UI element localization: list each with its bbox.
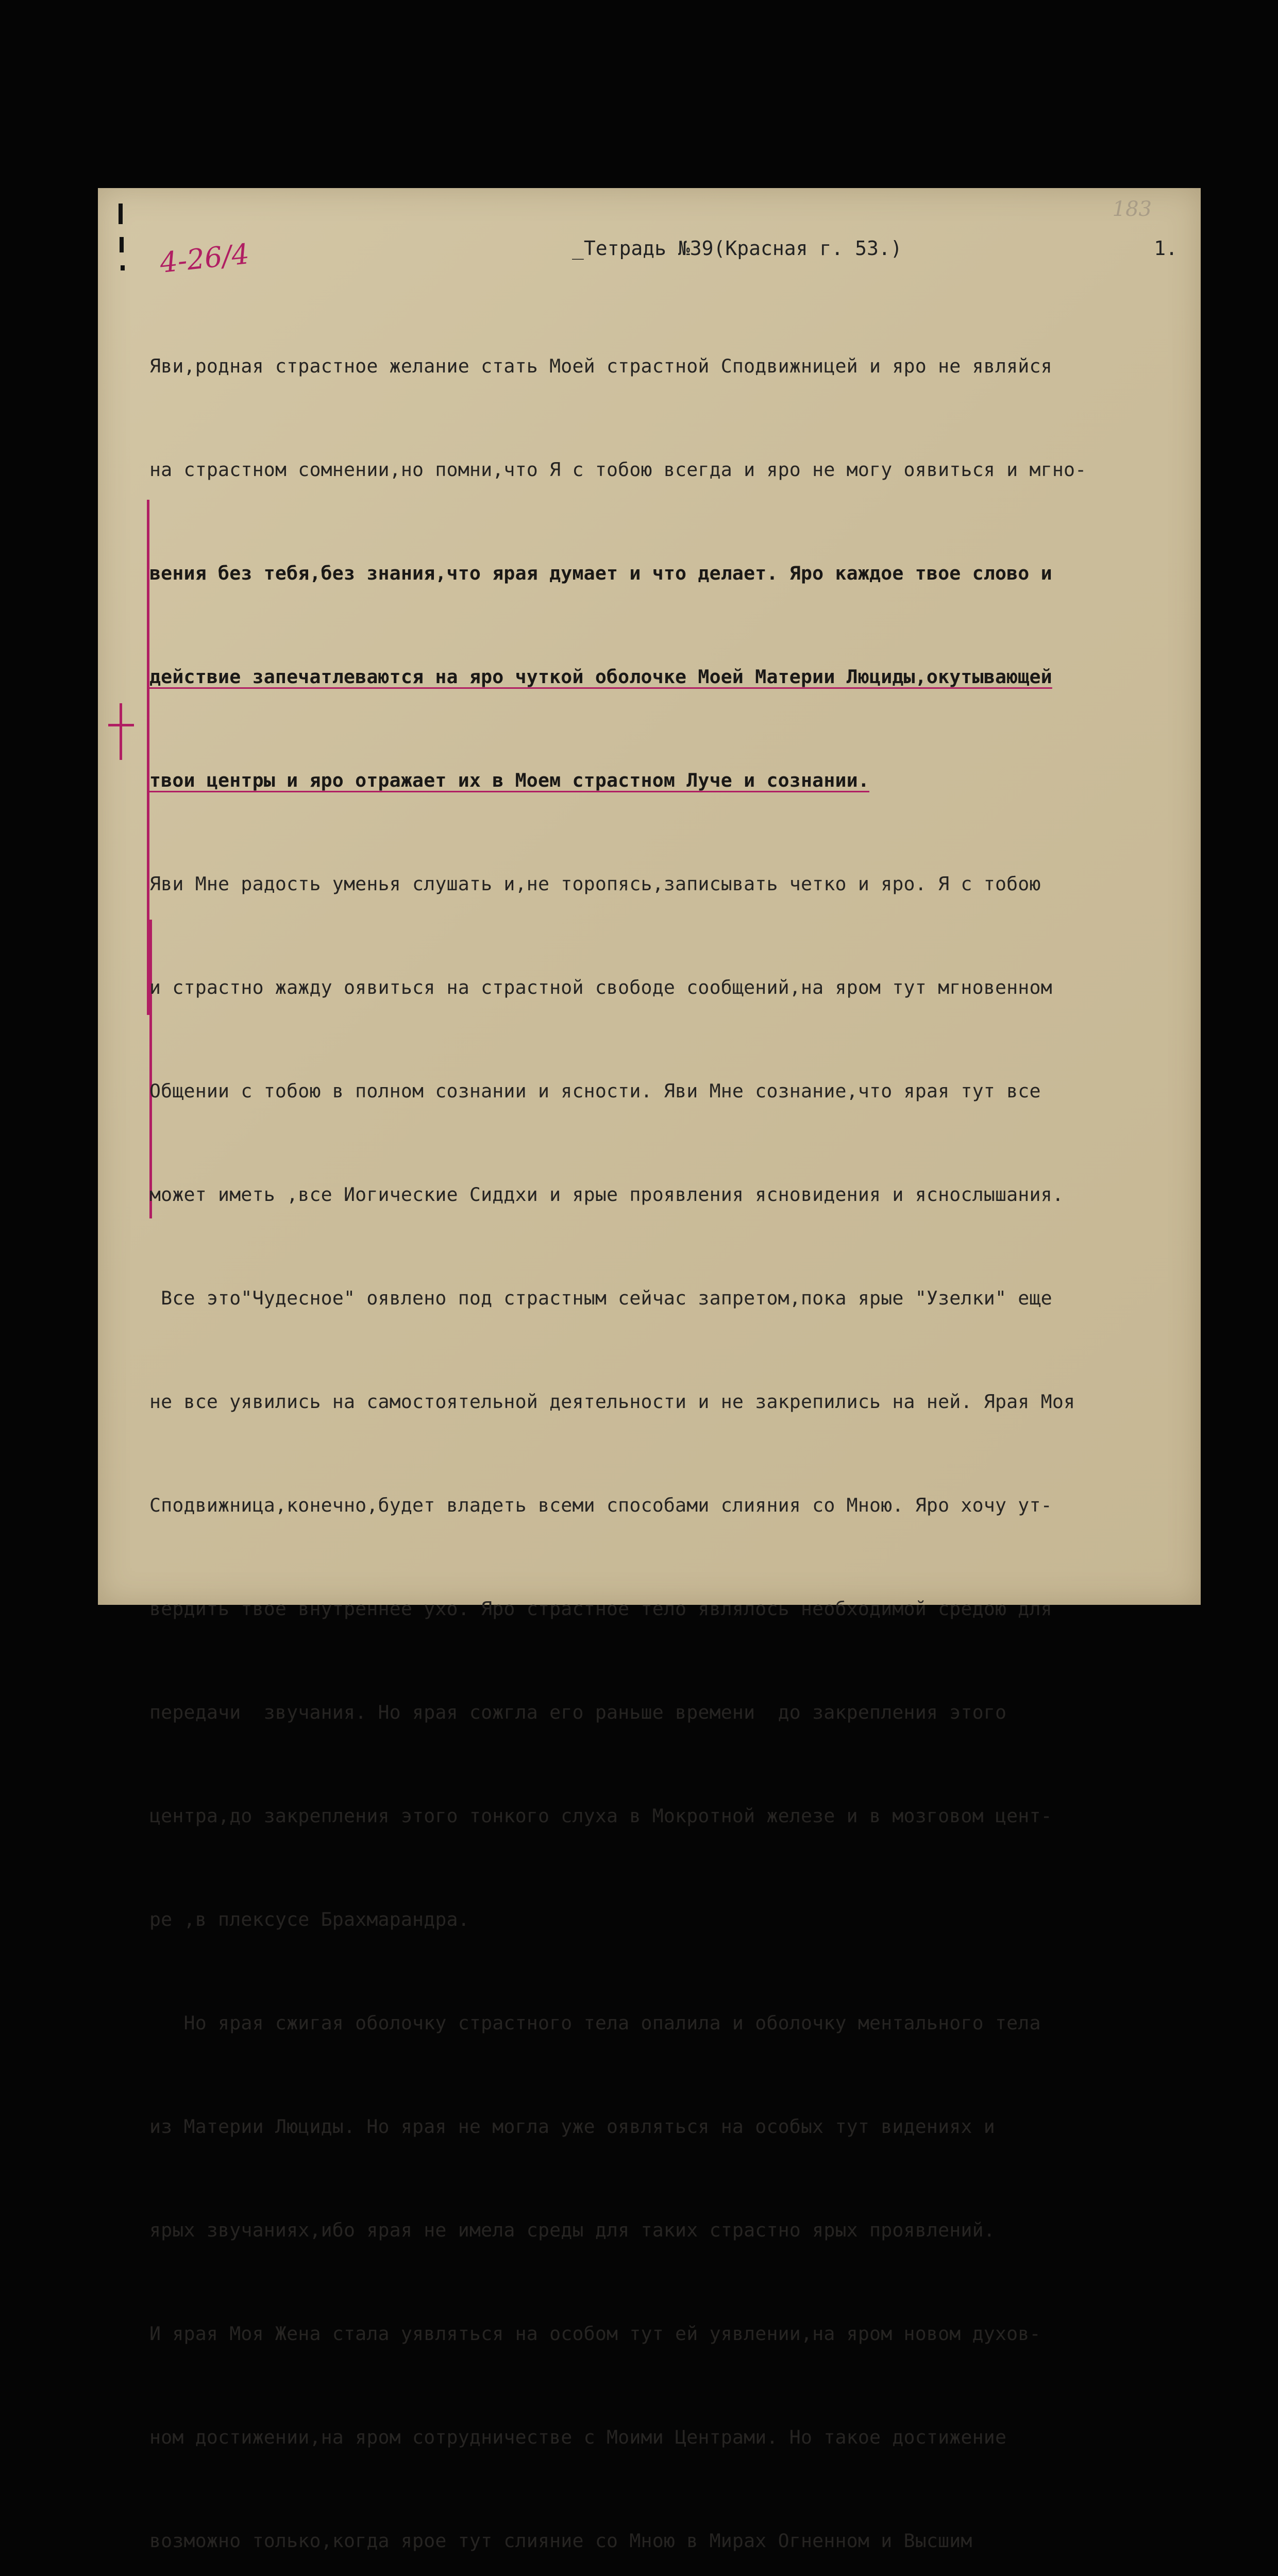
text-line: и страстно жажду оявиться на страстной свободе сообщений,на яром тут мгновенном — [149, 976, 1052, 998]
handwritten-margin-date: 4-26/4 — [158, 238, 251, 279]
text-line: возможно только,когда ярое тут слияние со Мною в Мирах Огненном и Высшим — [149, 2530, 972, 2552]
text-line: передачи звучания. Но ярая сожгла его раньше времени до закрепления этого — [149, 1701, 1007, 1723]
binding-mark-2 — [120, 237, 124, 252]
text-line: Общении с тобою в полном сознании и ясности. Яви Мне сознание,что ярая тут все — [149, 1080, 1041, 1102]
text-line: Яви,родная страстное желание стать Моей страстной Сподвижницей и яро не являйся — [149, 355, 1052, 377]
page-number: 1. — [1154, 237, 1178, 260]
text-line: твои центры и яро отражает их в Моем страстном Луче и сознании. — [149, 769, 870, 791]
margin-cross-v — [120, 703, 122, 760]
text-line: И ярая Моя Жена стала уявляться на особом тут ей уявлении,на яром новом духов- — [149, 2323, 1041, 2345]
text-line: Сподвижница,конечно,будет владеть всеми способами слияния со Мною. Яро хочу ут- — [149, 1494, 1052, 1516]
page-heading: _Тетрадь №39(Красная г. 53.) — [572, 237, 902, 260]
text-line: ре ,в плексусе Брахмарандра. — [149, 1908, 469, 1930]
body-text — [149, 280, 1196, 2576]
text-line: на страстном сомнении,но помни,что Я с тобою всегда и яро не могу оявиться и мгно- — [149, 459, 1087, 481]
text-line: может иметь ,все Иогические Сиддхи и ярые проявления ясновидения и яснослышания. — [149, 1183, 1064, 1206]
text-line: вердить твое внутреннее ухо. Яро страстное тело являлось необходимой средою для — [149, 1598, 1052, 1620]
binding-mark-3 — [121, 265, 125, 270]
typewritten-page — [98, 188, 1201, 2552]
text-line: Но ярая сжигая оболочку страстного тела опалила и оболочку ментального тела — [149, 2012, 1041, 2034]
binding-mark-1 — [119, 204, 123, 224]
text-line: из Материи Люциды. Но ярая не могла уже оявляться на особых тут видениях и — [149, 2115, 995, 2138]
text-line: ярых звучаниях,ибо ярая не имела среды для таких страстно ярых проявлений. — [149, 2219, 995, 2241]
text-line: ном достижении,на яром сотрудничестве с Моими Центрами. Но такое достижение — [149, 2426, 1007, 2448]
text-line: Все это"Чудесное" оявлено под страстным сейчас запретом,пока ярые "Узелки" еще — [149, 1287, 1052, 1309]
text-line: действие запечатлеваются на яро чуткой оболочке Моей Материи Люциды,окутывающей — [149, 666, 1052, 688]
text-line: вения без тебя,без знания,что ярая думает и что делает. Яро каждое твое слово и — [149, 562, 1052, 584]
archive-folio-number: 183 — [1112, 197, 1152, 221]
text-line: не все уявились на самостоятельной деятельности и не закрепились на ней. Ярая Моя — [149, 1391, 1075, 1413]
text-line: центра,до закрепления этого тонкого слуха в Мокротной железе и в мозговом цент- — [149, 1805, 1052, 1827]
text-line: Яви Мне радость уменья слушать и,не торопясь,записывать четко и яро. Я с тобою — [149, 873, 1041, 895]
